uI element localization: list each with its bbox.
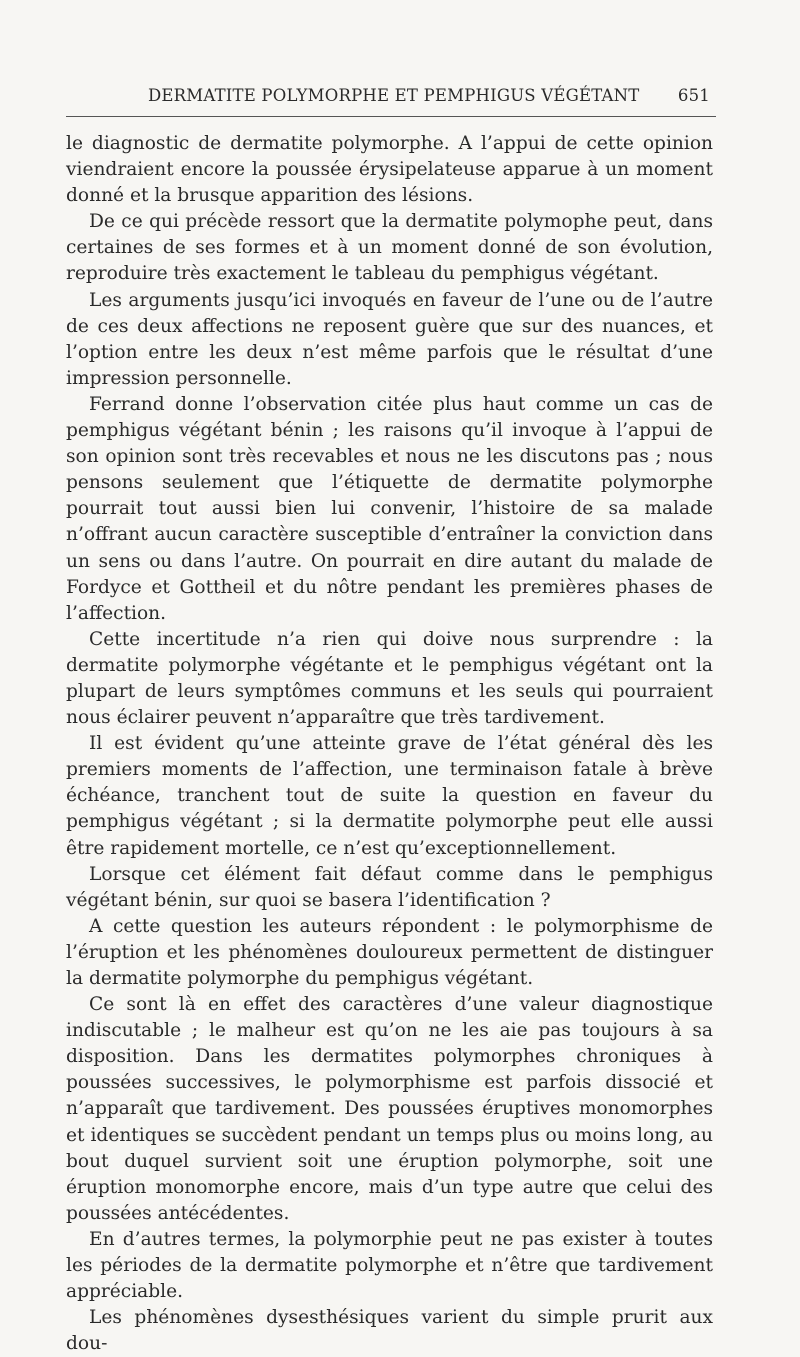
running-header xyxy=(66,84,716,114)
paragraph: Les phénomènes dysesthésiques varient du simple prurit aux dou- xyxy=(66,1307,713,1355)
body-text xyxy=(66,131,713,1357)
paragraph: De ce qui précède ressort que la dermatite polymophe peut, dans certaines de ses formes et à un moment donné de son évolution, reproduire très exactement le tableau du pemphigus végétant. xyxy=(66,211,713,285)
paragraph: Lorsque cet élément fait défaut comme dans le pemphigus végétant bénin, sur quoi se basera l’identification ? xyxy=(66,863,713,911)
paragraph: A cette question les auteurs répondent : le polymorphisme de l’éruption et les phénomènes douloureux permettent de distinguer la dermatite polymorphe du pemphigus végétant. xyxy=(66,915,713,989)
paragraph: Cette incertitude n’a rien qui doive nous surprendre : la dermatite polymorphe végétante et le pemphigus végétant ont la plupart de leurs symptômes communs et les seuls qui pourraient nous éclairer peuvent n’apparaître que très tardivement. xyxy=(66,628,713,729)
paragraph: le diagnostic de dermatite polymorphe. A l’appui de cette opinion viendraient encore la poussée érysipelateuse apparue à un moment donné et la brusque apparition des lésions. xyxy=(66,133,713,207)
header-rule xyxy=(66,116,716,117)
paragraph: Ferrand donne l’observation citée plus haut comme un cas de pemphigus végétant bénin ; les raisons qu’il invoque à l’appui de son opinion sont très recevables et nous ne les discutons pas ; nous pensons seulement que l’étiquette de dermatite polymorphe pourrait tout aussi bien lui convenir, l’histoire de sa malade n’offrant aucun caractère susceptible d’entraîner la conviction dans un sens ou dans l’autre. On pourrait en dire autant du malade de Fordyce et Gottheil et du nôtre pendant les premières phases de l’affection. xyxy=(66,393,713,624)
paragraph: Ce sont là en effet des caractères d’une valeur diagnostique indiscutable ; le malheur est qu’on ne les aie pas toujours à sa disposition. Dans les dermatites polymorphes chroniques à poussées successives, le polymorphisme est parfois dissocié et n’apparaît que tardivement. Des poussées éruptives monomorphes et identiques se succèdent pendant un temps plus ou moins long, au bout duquel survient soit une éruption polymorphe, soit une éruption monomorphe encore, mais d’un type autre que celui des poussées antécédentes. xyxy=(66,994,713,1224)
paragraph: En d’autres termes, la polymorphie peut ne pas exister à toutes les périodes de la dermatite polymorphe et n’être que tardivement appréciable. xyxy=(66,1228,713,1303)
paragraph: Les arguments jusqu’ici invoqués en faveur de l’une ou de l’autre de ces deux affections ne reposent guère que sur des nuances, et l’option entre les deux n’est même parfois que le résultat d’une impression personnelle. xyxy=(66,289,713,389)
page-number: 651 xyxy=(677,86,710,105)
paragraph: Il est évident qu’une atteinte grave de l’état général dès les premiers moments de l’affection, une terminaison fatale à brève échéance, tranchent tout de suite la question en faveur du pemphigus végétant ; si la dermatite polymorphe peut elle aussi être rapidement mortelle, ce n’est qu’exceptionnellement. xyxy=(66,733,713,859)
running-title: DERMATITE POLYMORPHE ET PEMPHIGUS VÉGÉTANT xyxy=(148,86,640,105)
